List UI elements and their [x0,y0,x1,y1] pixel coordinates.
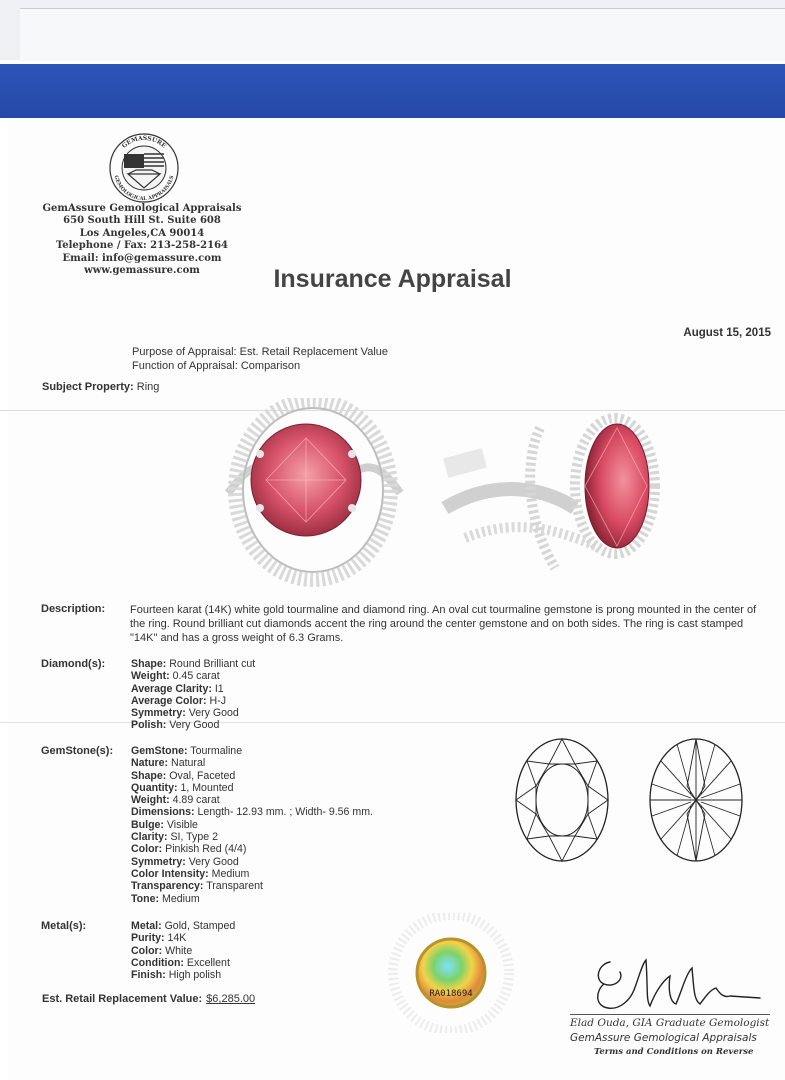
spec-key: Finish: [131,969,166,982]
company-website: www.gemassure.com [84,265,200,277]
spec-value: Excellent [186,956,230,969]
spec-key: Polish: [131,719,167,732]
spec-value: Medium [162,892,200,905]
spec-value: Round Brilliant cut [169,658,256,670]
spec-key: Symmetry: [131,855,186,868]
handwritten-signature [590,950,765,1020]
spec-row [131,868,373,880]
spec-row [131,683,255,695]
company-name: GemAssure Gemological Appraisals [42,203,242,214]
spec-key: Tone: [131,892,160,905]
spec-row [131,757,373,769]
signature-line [570,1014,770,1015]
spec-value: I1 [214,682,224,695]
spec-row [131,819,373,831]
spec-value: Visible [166,818,198,831]
paper-fold-line [0,722,785,723]
spec-key: Quantity: [131,781,178,794]
background-sheet-edge [20,8,785,61]
spec-row [131,695,255,707]
est-retail-amount: $6,285.00 [206,993,256,1005]
spec-row [131,920,235,932]
spec-key: Shape: [131,769,167,782]
spec-row [131,957,235,969]
spec-row [131,893,373,905]
terms-note: Terms and Conditions on Reverse [594,1047,754,1057]
hologram-code: RA018694 [429,989,473,999]
spec-value: Tourmaline [190,745,243,757]
spec-key: Weight: [131,670,170,683]
spec-value: Medium [211,867,250,880]
est-retail-label: Est. Retail Replacement Value: [42,993,203,1005]
subject-value: Ring [136,381,160,393]
spec-key: Color Intensity: [131,867,209,880]
spec-key: Clarity: [131,831,168,844]
oval-pavilion-diagram [647,736,745,864]
spec-key: Weight: [131,794,170,807]
spec-value: Pinkish Red (4/4) [165,843,247,856]
spec-row [131,932,235,944]
document-title: Insurance Appraisal [273,265,512,293]
signer-name: Elad Ouda, GIA Graduate Gemologist [570,1017,770,1029]
diamonds-specs [131,658,255,732]
spec-value: Oval, Faceted [169,769,236,782]
spec-key: Transparency: [131,880,204,893]
spec-row [131,658,255,670]
appraisal-date: August 15, 2015 [683,327,771,339]
hologram-seal [376,913,526,1033]
spec-key: Condition: [131,956,184,969]
spec-row [131,770,373,782]
spec-key: Color: [131,843,163,856]
company-phone: Telephone / Fax: 213-258-2164 [55,240,229,252]
spec-key: Bulge: [131,818,164,831]
spec-key: Symmetry: [131,707,186,720]
spec-key: Dimensions: [131,806,195,819]
spec-key: GemStone: [131,745,188,757]
function-of-appraisal: Function of Appraisal: Comparison [132,360,301,372]
gemstone-specs [131,745,373,905]
spec-key: Nature: [131,757,169,770]
spec-row [131,670,255,682]
spec-row [131,856,373,868]
spec-row [131,843,373,855]
spec-value: Very Good [188,855,239,868]
spec-value: 1, Mounted [180,781,234,794]
spec-value: SI, Type 2 [170,831,218,844]
company-email: Email: info@gemassure.com [62,252,222,264]
spec-value: Natural [171,757,206,770]
spec-value: Transparent [206,880,263,893]
spec-value: Very Good [169,719,220,732]
spec-key: Color: [131,944,163,957]
spec-key: Metal: [131,920,162,932]
blue-header-band [0,64,785,118]
subject-label: Subject Property: [42,381,134,393]
purpose-of-appraisal: Purpose of Appraisal: Est. Retail Replacement Value [132,346,388,358]
spec-row [131,707,255,719]
spec-row [131,782,373,794]
ring-photo-side [425,398,675,588]
spec-row [131,945,235,957]
company-city: Los Angeles,CA 90014 [79,227,205,239]
ring-photo-front [218,398,408,588]
spec-key: Average Clarity: [131,682,212,695]
spec-row [131,794,373,806]
spec-value: White [165,944,193,957]
logo-text-top: GEMASSURE [120,134,168,150]
spec-value: 0.45 carat [172,670,220,683]
spec-value: 14K [167,932,187,945]
diamonds-label: Diamond(s): [41,658,106,670]
est-retail-value [42,993,263,1005]
background-sheet [0,0,785,60]
spec-value: 4.89 carat [172,794,220,807]
spec-row [131,831,373,843]
spec-value: High polish [168,969,222,982]
spec-value: H-J [209,694,226,707]
spec-row [131,880,373,892]
gemassure-logo [106,130,182,206]
metal-label: Metal(s): [41,920,87,932]
spec-value: Gold, Stamped [164,920,236,932]
spec-key: Average Color: [131,694,207,707]
purpose-block [132,345,388,373]
signer-company: GemAssure Gemological Appraisals [570,1032,757,1044]
description-text: Fourteen karat (14K) white gold tourmaline and diamond ring. An oval cut tourmaline gemstone is prong mounted in the center of the ring. Round brilliant cut diamonds accent the ring around the center gemstone and on both sides. The ring is cast stamped "14K" and has a gross weight of 6.3 Grams. [130,604,757,644]
company-street: 650 South Hill St. Suite 608 [63,215,221,227]
spec-row [131,719,255,731]
description-label: Description: [41,603,106,615]
oval-crown-diagram [513,736,611,864]
metal-specs [131,920,235,981]
logo-text-bottom: GEMOLOGICAL APPRAISALS [112,174,176,203]
spec-row [131,806,373,818]
gemstones-label: GemStone(s): [41,745,114,757]
spec-key: Purity: [131,932,165,945]
spec-row [131,745,373,757]
spec-key: Shape: [131,658,167,670]
spec-value: Very Good [188,707,239,720]
subject-property [42,381,159,393]
spec-value: Length- 12.93 mm. ; Width- 9.56 mm. [197,806,373,819]
spec-row [131,969,235,981]
